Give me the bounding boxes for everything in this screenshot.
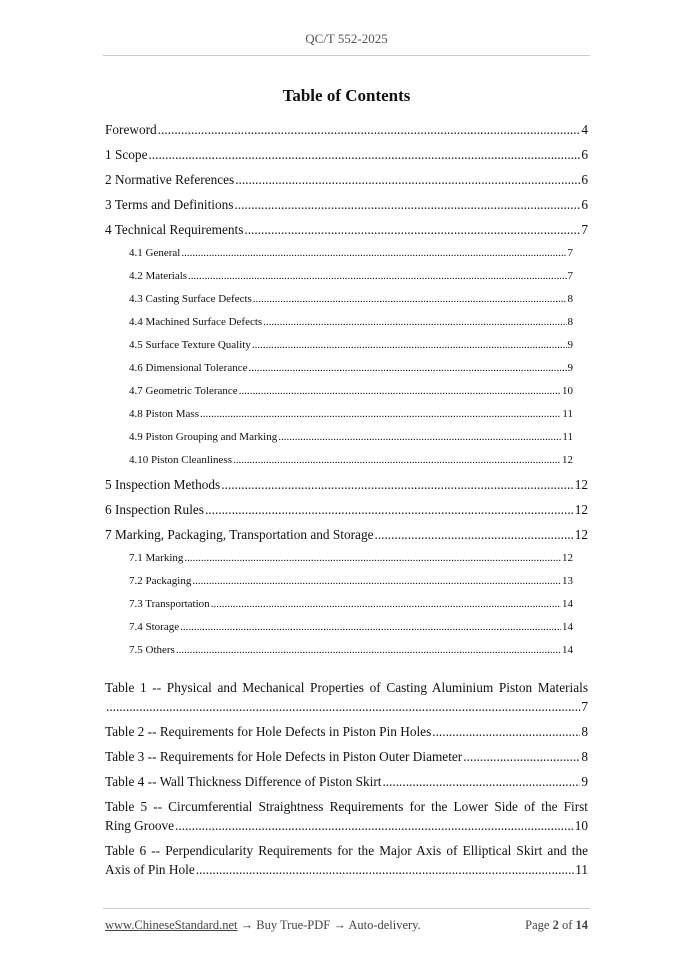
toc-entry-page: 13 bbox=[562, 575, 573, 587]
toc-entry-page: 7 bbox=[567, 247, 573, 259]
toc-entry-page: 14 bbox=[562, 621, 573, 633]
table-entry[interactable] bbox=[105, 772, 588, 791]
table-entry-page: 7 bbox=[581, 699, 588, 714]
table-entry-page: 10 bbox=[574, 818, 588, 833]
toc-entry-label: 3 Terms and Definitions bbox=[105, 197, 234, 212]
table-entry-title-cont: Table 2 -- Requirements for Hole Defects in Piston Pin Holes bbox=[105, 724, 432, 739]
toc-entry[interactable] bbox=[105, 167, 588, 192]
header-divider bbox=[103, 55, 590, 56]
delivery-text: Auto-delivery. bbox=[348, 918, 421, 932]
footer bbox=[105, 918, 588, 933]
dot-leader bbox=[235, 167, 580, 192]
dot-leader bbox=[253, 288, 567, 311]
toc-entry[interactable] bbox=[129, 616, 573, 639]
toc-entry[interactable] bbox=[129, 403, 573, 426]
page-label: Page bbox=[525, 918, 550, 932]
table-entry[interactable] bbox=[105, 747, 588, 766]
toc-entry[interactable] bbox=[105, 192, 588, 217]
toc-entry-label: 7 Marking, Packaging, Transportation and Storage bbox=[105, 527, 374, 542]
toc-entry[interactable] bbox=[129, 334, 573, 357]
toc-entry-page: 7 bbox=[581, 222, 588, 237]
total-pages: 14 bbox=[575, 918, 588, 932]
toc-entry-label: 4 Technical Requirements bbox=[105, 222, 244, 237]
toc-entry-page: 4 bbox=[581, 122, 588, 137]
dot-leader bbox=[263, 311, 566, 334]
toc-entry[interactable] bbox=[105, 217, 588, 242]
dot-leader bbox=[233, 449, 561, 472]
table-entry[interactable] bbox=[105, 841, 588, 879]
dot-leader bbox=[278, 426, 561, 449]
toc-entry-label: 7.4 Storage bbox=[129, 621, 180, 633]
dot-leader bbox=[375, 522, 574, 547]
toc-entry-label: 7.3 Transportation bbox=[129, 598, 210, 610]
table-entry-page: 8 bbox=[581, 749, 588, 764]
of-label: of bbox=[561, 918, 573, 932]
table-entry-title: Table 1 -- Physical and Mechanical Properties of Casting Aluminium Piston Materials bbox=[105, 680, 588, 695]
toc-entry-page: 8 bbox=[567, 293, 573, 305]
toc-entry-label: 4.5 Surface Texture Quality bbox=[129, 339, 251, 351]
toc-entry-page: 6 bbox=[581, 147, 588, 162]
dot-leader bbox=[192, 570, 561, 593]
page-indicator bbox=[525, 918, 588, 933]
toc-entry[interactable] bbox=[105, 497, 588, 522]
dot-leader bbox=[184, 547, 561, 570]
toc-entry-page: 8 bbox=[567, 316, 573, 328]
dot-leader bbox=[158, 117, 581, 142]
footer-divider bbox=[103, 908, 590, 909]
document-code-header: QC/T 552-2025 bbox=[305, 31, 388, 46]
toc-entry-label: 6 Inspection Rules bbox=[105, 502, 204, 517]
dot-leader bbox=[188, 265, 566, 288]
dot-leader bbox=[175, 816, 574, 835]
dot-leader bbox=[221, 472, 573, 497]
toc-entry-label: 4.8 Piston Mass bbox=[129, 408, 199, 420]
dot-leader bbox=[180, 616, 561, 639]
toc-entry-page: 14 bbox=[562, 644, 573, 656]
toc-entry-page: 6 bbox=[581, 197, 588, 212]
dot-leader bbox=[181, 242, 566, 265]
toc-entry[interactable] bbox=[105, 522, 588, 547]
dot-leader bbox=[205, 497, 574, 522]
buy-text: Buy True-PDF bbox=[256, 918, 331, 932]
arrow-icon: → bbox=[240, 918, 254, 932]
table-entry-page: 8 bbox=[581, 724, 588, 739]
toc-entry-page: 10 bbox=[562, 385, 573, 397]
table-entry-title-cont: Table 3 -- Requirements for Hole Defects in Piston Outer Diameter bbox=[105, 749, 463, 764]
dot-leader bbox=[234, 192, 580, 217]
toc-entry-label: 7.5 Others bbox=[129, 644, 175, 656]
toc-entry-label: 1 Scope bbox=[105, 147, 148, 162]
toc-entry[interactable] bbox=[129, 547, 573, 570]
table-entry[interactable] bbox=[105, 797, 588, 835]
dot-leader bbox=[239, 380, 561, 403]
dot-leader bbox=[106, 697, 580, 716]
toc-entry[interactable] bbox=[129, 593, 573, 616]
toc-entry-page: 12 bbox=[562, 454, 573, 466]
table-list bbox=[105, 678, 588, 885]
toc-list bbox=[105, 117, 588, 662]
table-entry[interactable] bbox=[105, 722, 588, 741]
toc-entry[interactable] bbox=[105, 117, 588, 142]
toc-entry[interactable] bbox=[129, 449, 573, 472]
website-link[interactable]: www.ChineseStandard.net bbox=[105, 918, 238, 932]
dot-leader bbox=[252, 334, 567, 357]
toc-entry[interactable] bbox=[129, 426, 573, 449]
toc-entry[interactable] bbox=[129, 265, 573, 288]
toc-entry-page: 11 bbox=[562, 431, 573, 443]
toc-entry-label: 4.4 Machined Surface Defects bbox=[129, 316, 263, 328]
dot-leader bbox=[148, 142, 580, 167]
toc-entry[interactable] bbox=[129, 570, 573, 593]
toc-entry[interactable] bbox=[129, 357, 573, 380]
toc-entry-label: 4.2 Materials bbox=[129, 270, 188, 282]
arrow-icon: → bbox=[333, 918, 346, 932]
toc-entry[interactable] bbox=[129, 288, 573, 311]
toc-entry-label: 5 Inspection Methods bbox=[105, 477, 221, 492]
toc-entry-page: 12 bbox=[574, 527, 588, 542]
table-entry[interactable] bbox=[105, 678, 588, 716]
dot-leader bbox=[432, 722, 580, 741]
dot-leader bbox=[196, 860, 574, 879]
table-entry-title-cont: Table 4 -- Wall Thickness Difference of Piston Skirt bbox=[105, 774, 382, 789]
dot-leader bbox=[244, 217, 580, 242]
table-entry-title: Table 6 -- Perpendicularity Requirements for the Major Axis of Elliptical Skirt and the bbox=[105, 843, 588, 858]
page-number: 2 bbox=[552, 918, 559, 932]
table-entry-title-cont: Ring Groove bbox=[105, 818, 175, 833]
table-entry-title-cont: Axis of Pin Hole bbox=[105, 862, 195, 877]
toc-entry-page: 14 bbox=[562, 598, 573, 610]
toc-entry-label: 7.1 Marking bbox=[129, 552, 184, 564]
toc-entry[interactable] bbox=[129, 380, 573, 403]
toc-entry[interactable] bbox=[105, 142, 588, 167]
toc-entry-label: 4.3 Casting Surface Defects bbox=[129, 293, 252, 305]
dot-leader bbox=[463, 747, 580, 766]
toc-entry-label: 4.7 Geometric Tolerance bbox=[129, 385, 238, 397]
toc-entry-page: 6 bbox=[581, 172, 588, 187]
dot-leader bbox=[200, 403, 561, 426]
dot-leader bbox=[211, 593, 561, 616]
toc-entry[interactable] bbox=[129, 311, 573, 334]
toc-entry-label: 2 Normative References bbox=[105, 172, 235, 187]
toc-entry-page: 9 bbox=[567, 362, 573, 374]
table-entry-title: Table 5 -- Circumferential Straightness Requirements for the Lower Side of the First bbox=[105, 799, 588, 814]
toc-entry-page: 12 bbox=[574, 502, 588, 517]
toc-entry[interactable] bbox=[105, 472, 588, 497]
toc-entry-label: 7.2 Packaging bbox=[129, 575, 192, 587]
toc-entry-label: 4.10 Piston Cleanliness bbox=[129, 454, 232, 466]
toc-entry-label: Foreword bbox=[105, 122, 157, 137]
toc-entry-page: 9 bbox=[567, 339, 573, 351]
toc-entry-page: 11 bbox=[562, 408, 573, 420]
toc-entry-page: 12 bbox=[574, 477, 588, 492]
toc-entry-label: 4.1 General bbox=[129, 247, 181, 259]
table-entry-page: 9 bbox=[581, 774, 588, 789]
toc-entry[interactable] bbox=[129, 242, 573, 265]
toc-entry-label: 4.6 Dimensional Tolerance bbox=[129, 362, 248, 374]
table-entry-page: 11 bbox=[575, 862, 588, 877]
toc-entry-page: 12 bbox=[562, 552, 573, 564]
dot-leader bbox=[176, 639, 561, 662]
dot-leader bbox=[382, 772, 580, 791]
toc-entry-label: 4.9 Piston Grouping and Marking bbox=[129, 431, 278, 443]
toc-entry[interactable] bbox=[129, 639, 573, 662]
dot-leader bbox=[248, 357, 566, 380]
page-title: Table of Contents bbox=[282, 86, 411, 105]
toc-entry-page: 7 bbox=[567, 270, 573, 282]
